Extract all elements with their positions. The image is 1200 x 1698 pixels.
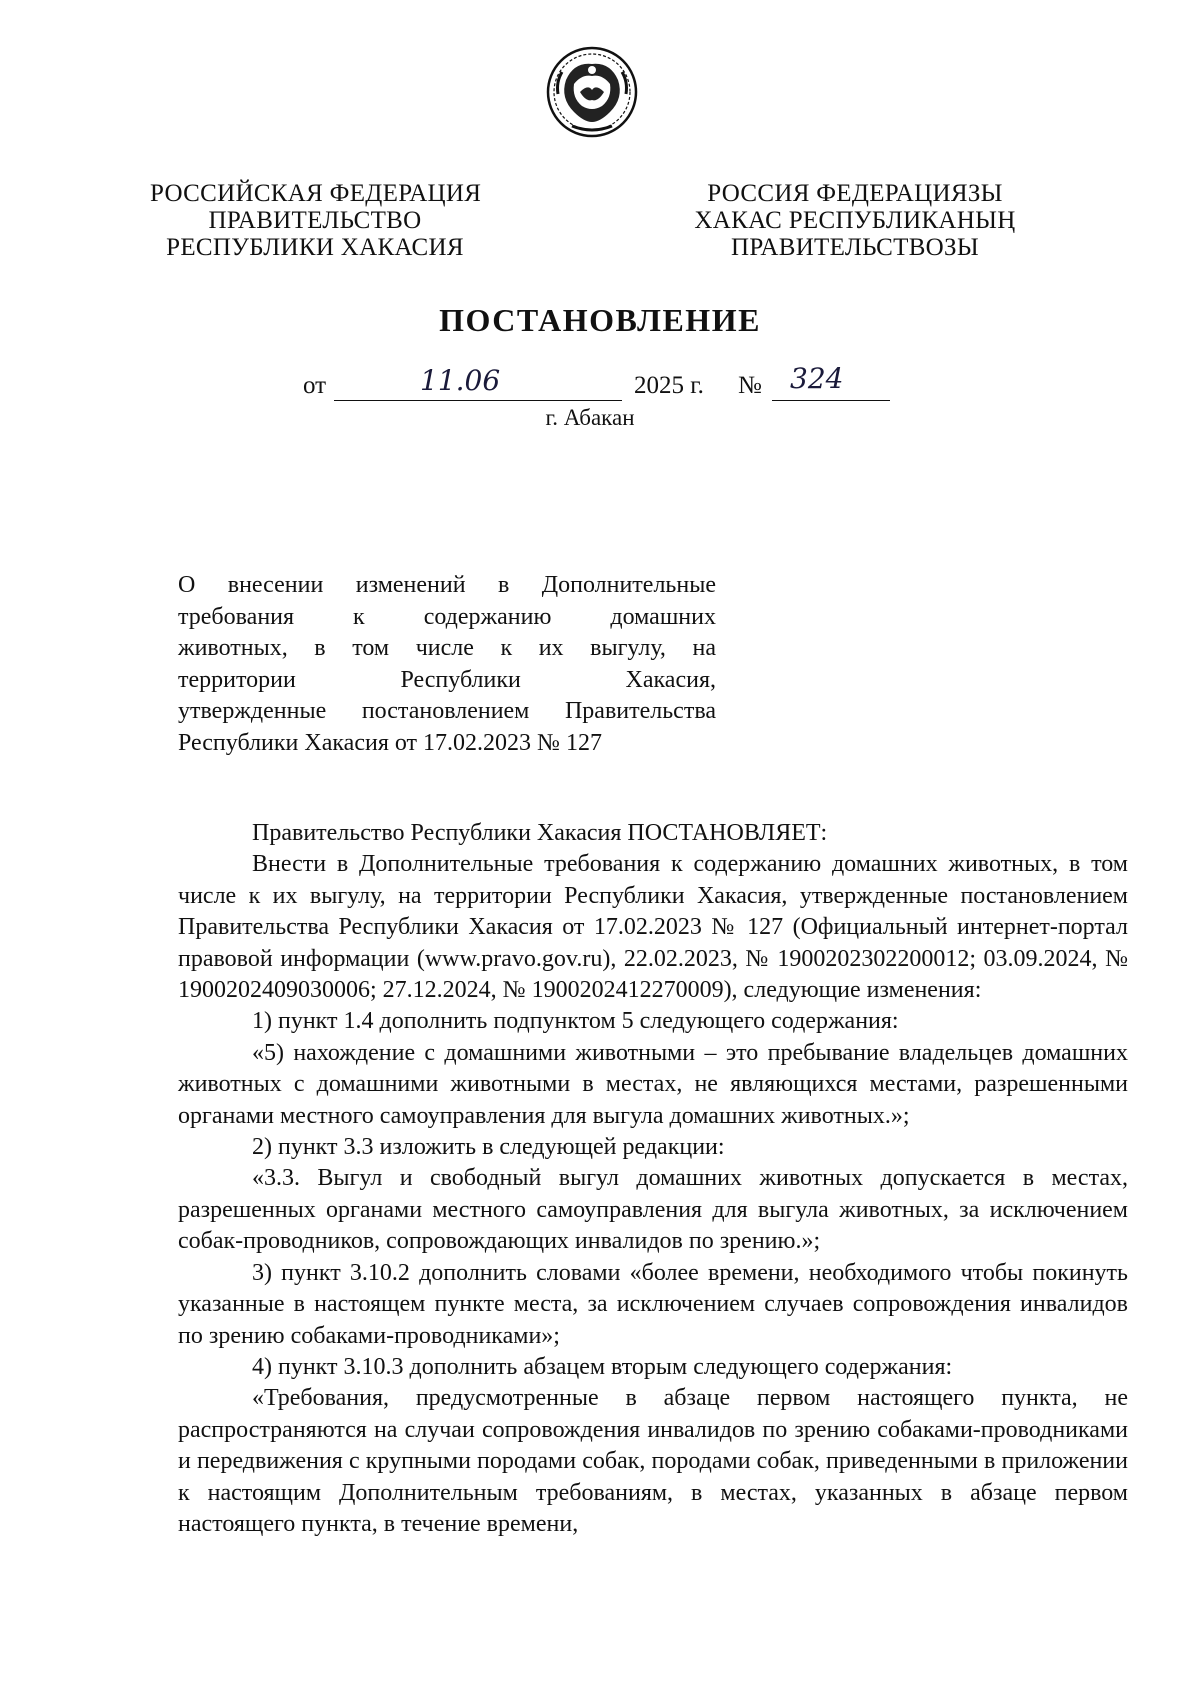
document-body — [178, 818, 1128, 1540]
body-paragraph: 2) пункт 3.3 изложить в следующей редакции: — [252, 1134, 725, 1161]
body-paragraph: Внести в Дополнительные требования к содержанию домашних животных, в том числе к их выгулу, на территории Республики Хакасия, утвержденные постановлением Правительства Республики Хакасия от 17.02.2023 № 127 (Официальный интернет-портал правовой информации (www.pravo.gov.ru), 22.02.2023, № 1900202302200012; 03.09.2024, № 1900202409030006; 27.12.2024, № 1900202412270009), следующие изменения: — [178, 851, 1128, 1004]
subject-line: утвержденные постановлением Правительства — [178, 698, 716, 724]
subject-line: Республики Хакасия от 17.02.2023 № 127 — [178, 729, 602, 756]
header-right-khakas — [690, 180, 1020, 261]
header-right-line: ХАКАС РЕСПУБЛИКАНЫҢ — [694, 207, 1016, 234]
subject-line: О внесении изменений в Дополнительные — [178, 572, 716, 598]
resolution-intro: Правительство Республики Хакасия ПОСТАНОВЛЯЕТ: — [252, 820, 828, 846]
header-right-line: РОССИЯ ФЕДЕРАЦИЯЗЫ — [707, 180, 1003, 207]
header-left-russian — [150, 180, 480, 261]
coat-of-arms-emblem — [544, 42, 640, 142]
subject-line: животных, в том числе к их выгулу, на — [178, 635, 716, 661]
date-number-line — [0, 362, 1200, 408]
header-left-line: РОССИЙСКАЯ ФЕДЕРАЦИЯ — [150, 180, 482, 207]
date-from-label: от — [303, 372, 327, 399]
header-left-line: РЕСПУБЛИКИ ХАКАСИЯ — [166, 234, 464, 261]
body-paragraph: «3.3. Выгул и свободный выгул домашних животных допускается в местах, разрешенных органами местного самоуправления для выгула животных, за исключением собак-проводников, сопровождающих инвалидов по зрению.»; — [178, 1165, 1128, 1255]
subject-block — [178, 570, 716, 759]
header-right-line: ПРАВИТЕЛЬСТВОЗЫ — [731, 234, 979, 261]
document-title: ПОСТАНОВЛЕНИЕ — [439, 302, 761, 338]
handwritten-date: 11.06 — [420, 364, 501, 397]
header-left-line: ПРАВИТЕЛЬСТВО — [208, 207, 422, 234]
subject-line: требования к содержанию домашних — [178, 603, 716, 630]
body-paragraph: «5) нахождение с домашними животными – это пребывание владельцев домашних животных с домашними животными в местах, не являющихся местами, разрешенными органами местного самоуправления для выгула домашних животных.»; — [178, 1039, 1128, 1129]
body-paragraph: 4) пункт 3.10.3 дополнить абзацем вторым следующего содержания: — [252, 1353, 953, 1380]
number-label: № — [738, 372, 762, 399]
date-year: 2025 г. — [634, 372, 704, 399]
subject-line: территории Республики Хакасия, — [178, 666, 716, 693]
handwritten-number: 324 — [790, 362, 844, 395]
date-underline — [334, 400, 622, 401]
body-paragraph: «Требования, предусмотренные в абзаце первом настоящего пункта, не распространяются на случаи сопровождения инвалидов по зрению собаками-проводниками и передвижения с крупными породами собак, породами собак, приведенными в приложении к настоящим Дополнительным требованиям, в местах, указанных в абзаце первом настоящего пункта, в течение времени, — [178, 1385, 1128, 1537]
number-underline — [772, 400, 890, 401]
body-paragraph: 3) пункт 3.10.2 дополнить словами «более времени, необходимого чтобы покинуть указанные в настоящем пункте места, за исключением случаев сопровождения инвалидов по зрению собаками-проводниками»; — [178, 1259, 1128, 1349]
city-label: г. Абакан — [545, 405, 635, 430]
body-paragraph: 1) пункт 1.4 дополнить подпунктом 5 следующего содержания: — [252, 1008, 899, 1035]
